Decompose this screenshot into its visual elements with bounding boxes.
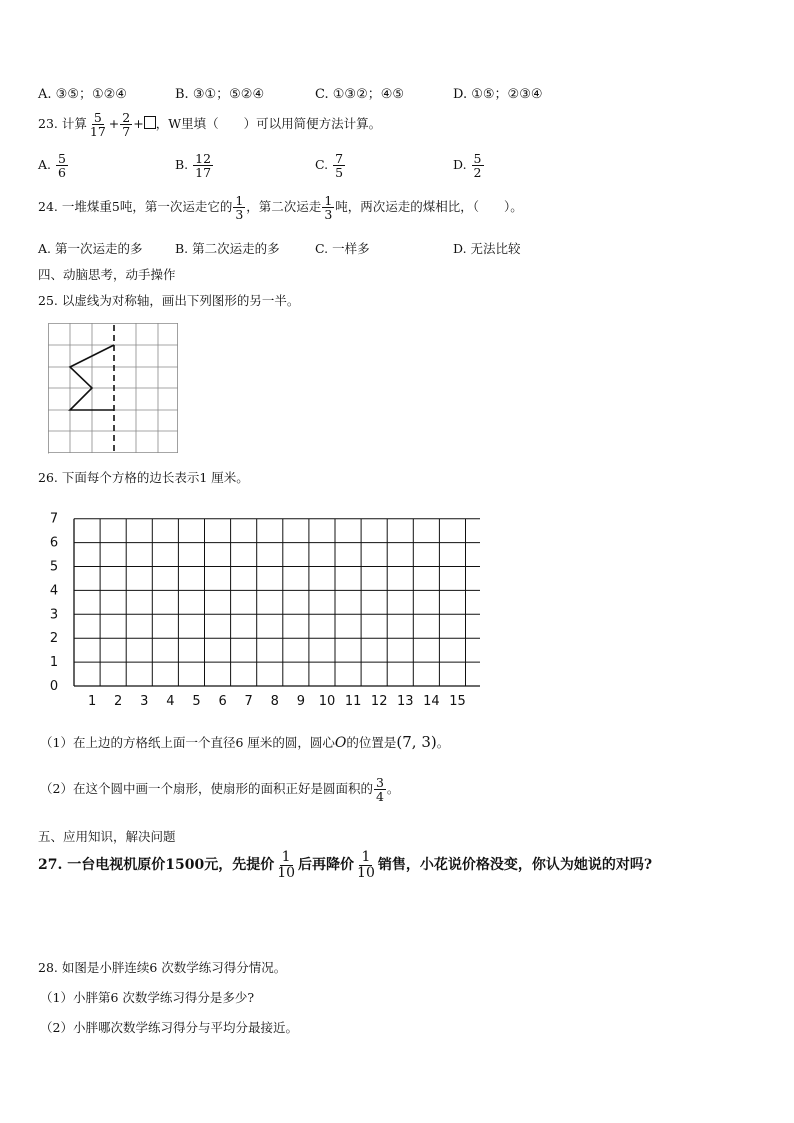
y-tick-label: 5 <box>49 559 59 575</box>
coordinate-grid[interactable] <box>40 500 480 710</box>
fraction: $\frac{1}{3}$ <box>235 193 244 223</box>
x-tick-label: 13 <box>397 694 414 709</box>
x-tick-label: 12 <box>370 694 388 709</box>
q28-sub2: （2）小胖哪次数学练习得分与平均分最接近。 <box>40 1020 298 1035</box>
fraction: $\frac{3}{4}$ <box>375 775 384 805</box>
question-number: 25. <box>38 293 58 308</box>
y-tick-label: 1 <box>49 655 59 671</box>
blank-box <box>144 116 156 129</box>
question-number: 28. <box>38 960 58 975</box>
symmetry-grid[interactable] <box>48 323 180 455</box>
x-tick-label: 1 <box>87 694 97 709</box>
x-tick-label: 14 <box>423 694 440 709</box>
question-number: 24. <box>38 199 58 215</box>
x-tick-label: 2 <box>114 694 123 709</box>
q23-stem: 23. 计算 $\frac{5}{17}$ + $\frac{2}{7}$ + ，W里填（ ）可以用简便方法计算。 <box>38 110 382 140</box>
question-number: 27. <box>38 857 63 874</box>
y-tick-label: 7 <box>49 511 59 527</box>
q25-stem: 25. 以虚线为对称轴，画出下列图形的另一半。 <box>38 293 300 308</box>
fraction: $\frac{5}{17}$ <box>89 110 106 140</box>
x-tick-label: 11 <box>344 694 362 709</box>
y-tick-label: 3 <box>49 607 59 623</box>
q24-option-d[interactable]: D. 无法比较 <box>453 241 521 256</box>
x-tick-label: 4 <box>166 694 175 709</box>
fraction: $\frac{1}{3}$ <box>324 193 333 223</box>
x-tick-label: 15 <box>449 694 466 709</box>
section-heading: 五、应用知识，解决问题 <box>38 829 176 844</box>
x-tick-label: 7 <box>244 694 253 709</box>
fraction: $\frac{1}{10}$ <box>277 849 296 881</box>
q23-option-d[interactable]: D. $\frac{5}{2}$ <box>453 151 482 181</box>
q26-sub1: （1）在上边的方格纸上面一个直径6 厘米的圆，圆心O的位置是(7, 3)。 <box>40 733 450 751</box>
q22-option-d[interactable]: D. ①⑤；②③④ <box>453 87 543 102</box>
q24-option-c[interactable]: C. 一样多 <box>315 241 370 256</box>
q23-option-c[interactable]: C. $\frac{7}{5}$ <box>315 151 344 181</box>
q22-option-a[interactable]: A. ③⑤；①②④ <box>38 87 127 102</box>
q24-stem: 24. 一堆煤重5吨，第一次运走它的 $\frac{1}{3}$ ，第二次运走 $\frac{1}{3}$ 吨，两次运走的煤相比，（ ）。 <box>38 193 523 223</box>
question-number: 26. <box>38 470 58 485</box>
x-tick-label: 10 <box>318 694 336 709</box>
q26-stem: 26. 下面每个方格的边长表示1 厘米。 <box>38 470 249 485</box>
q28-stem: 28. 如图是小胖连续6 次数学练习得分情况。 <box>38 960 287 975</box>
q24-options <box>38 239 598 257</box>
x-tick-label: 9 <box>296 694 306 709</box>
y-tick-label: 6 <box>49 535 59 551</box>
question-number: 23. <box>38 116 58 132</box>
q27-stem: 27. 一台电视机原价1500元，先提价 $\frac{1}{10}$ 后再降价 $\frac{1}{10}$ 销售，小花说价格没变，你认为她说的对吗? <box>38 849 653 881</box>
fraction: $\frac{1}{10}$ <box>357 849 375 881</box>
y-tick-label: 0 <box>49 679 59 694</box>
q23-option-a[interactable]: A. $\frac{5}{6}$ <box>38 151 66 181</box>
q23-option-b[interactable]: B. $\frac{12}{17}$ <box>175 151 212 181</box>
x-tick-label: 8 <box>270 694 279 709</box>
section-heading: 四、动脑思考，动手操作 <box>38 267 176 282</box>
x-tick-label: 3 <box>140 694 149 709</box>
y-tick-label: 4 <box>49 583 59 599</box>
center-label: O <box>334 735 347 751</box>
q24-option-a[interactable]: A. 第一次运走的多 <box>38 241 143 256</box>
y-tick-label: 2 <box>49 631 59 647</box>
q26-sub2: （2）在这个圆中画一个扇形，使扇形的面积正好是圆面积的 $\frac{3}{4}$ 。 <box>40 775 400 805</box>
center-position: (7, 3) <box>396 733 437 751</box>
q22-option-c[interactable]: C. ①③②；④⑤ <box>315 87 405 102</box>
q28-sub1: （1）小胖第6 次数学练习得分是多少? <box>40 990 255 1005</box>
x-tick-label: 5 <box>192 694 201 709</box>
x-tick-label: 6 <box>218 694 227 709</box>
q24-option-b[interactable]: B. 第二次运走的多 <box>175 241 280 256</box>
fraction: $\frac{2}{7}$ <box>122 110 131 140</box>
q22-option-b[interactable]: B. ③①；⑤②④ <box>175 87 265 102</box>
